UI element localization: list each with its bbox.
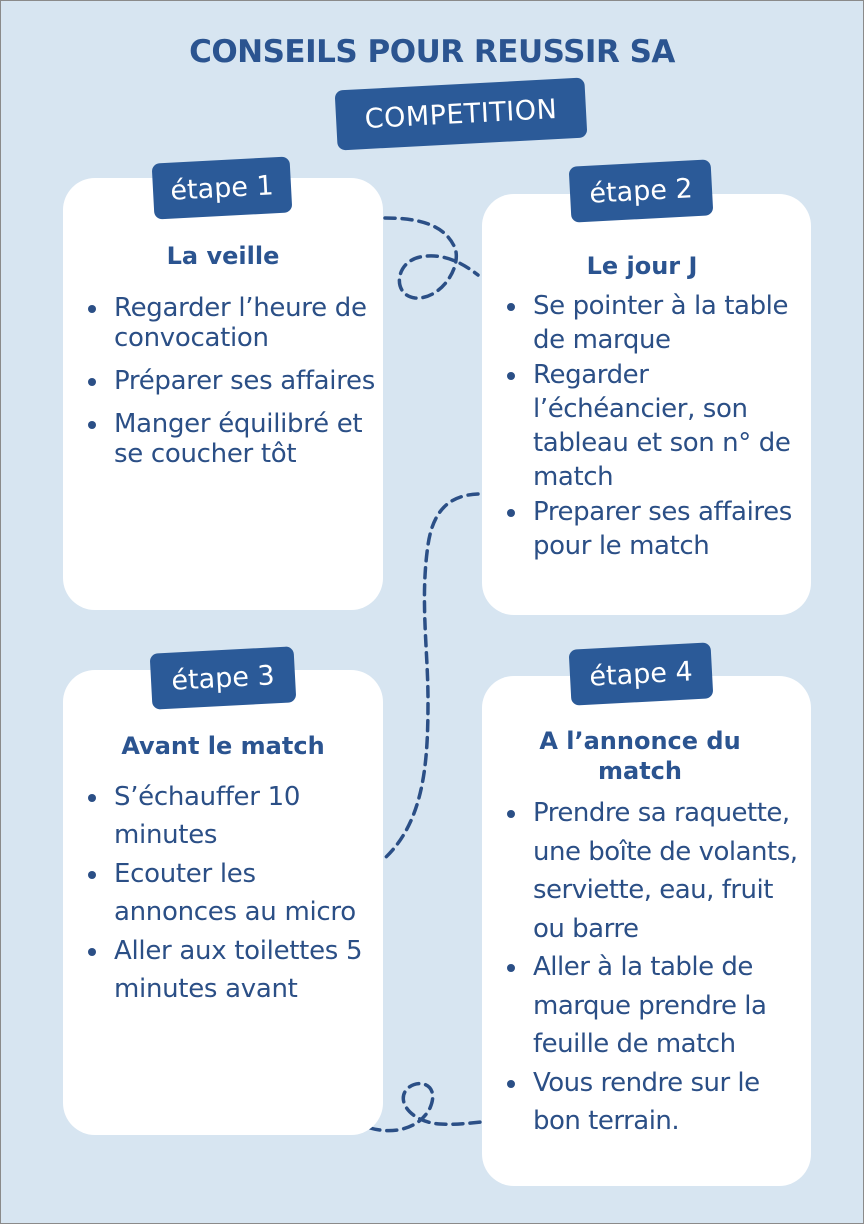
list-item: Se pointer à la table de marque (507, 289, 807, 357)
list-item: Aller à la table de marque prendre la feuille de match (507, 948, 807, 1064)
step-2-title: Le jour J (586, 252, 698, 280)
list-item: Aller aux toilettes 5 minutes avant (88, 932, 378, 1008)
list-item: S’échauffer 10 minutes (88, 778, 378, 854)
step-2-list (507, 289, 807, 564)
list-item: Regarder l’heure de convocation (88, 293, 378, 353)
list-item: Préparer ses affaires (88, 366, 378, 396)
list-item: Manger équilibré et se coucher tôt (88, 409, 378, 469)
step-1-title: La veille (166, 242, 280, 270)
connector-2-3 (385, 494, 478, 858)
step-3-tag: étape 3 (150, 646, 297, 709)
step-3-list (88, 778, 378, 1009)
connector-1-2 (385, 218, 478, 298)
step-1-list (88, 293, 378, 482)
subtitle-badge: COMPETITION (335, 77, 588, 150)
step-1-tag: étape 1 (152, 156, 293, 219)
list-item: Prendre sa raquette, une boîte de volants, serviette, eau, fruit ou barre (507, 794, 807, 948)
step-4-title: A l’annonce du match (539, 727, 741, 785)
step-3-title: Avant le match (121, 732, 325, 760)
list-item: Regarder l’échéancier, son tableau et son n° de match (507, 358, 807, 494)
step-4-tag: étape 4 (569, 642, 714, 705)
step-2-tag: étape 2 (569, 159, 714, 222)
step-4-list (507, 794, 807, 1141)
list-item: Preparer ses affaires pour le match (507, 495, 807, 563)
page-title: CONSEILS POUR REUSSIR SA (189, 34, 675, 70)
list-item: Vous rendre sur le bon terrain. (507, 1064, 807, 1141)
connector-3-4 (370, 1084, 482, 1131)
list-item: Ecouter les annonces au micro (88, 855, 378, 931)
